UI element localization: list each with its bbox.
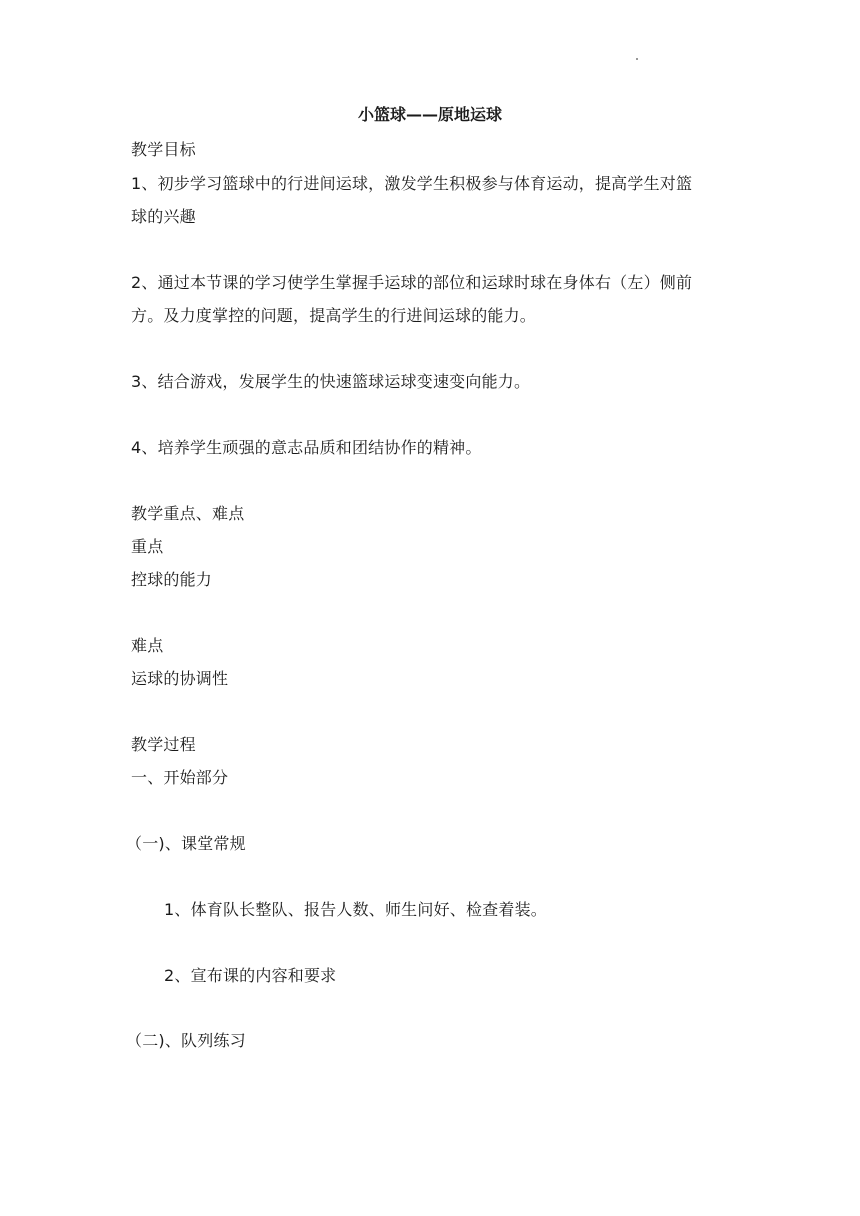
process-heading: 教学过程 [131, 735, 196, 754]
part-one-heading: 一、开始部分 [131, 768, 229, 787]
subsection-one: （一)、课堂常规 [126, 834, 246, 853]
key-points-heading: 教学重点、难点 [131, 504, 245, 523]
objective-3: 3、结合游戏，发展学生的快速篮球运球变速变向能力。 [131, 372, 531, 391]
difficult-point-label: 难点 [131, 636, 164, 655]
objective-2-line-2: 方。及力度掌控的问题，提高学生的行进间运球的能力。 [131, 306, 537, 325]
header-dot [636, 58, 638, 60]
key-point-text: 控球的能力 [131, 570, 213, 589]
document-title: 小篮球——原地运球 [357, 105, 502, 124]
step-two: 2、宣布课的内容和要求 [164, 966, 337, 985]
objective-4: 4、培养学生顽强的意志品质和团结协作的精神。 [131, 438, 482, 457]
key-point-label: 重点 [131, 537, 164, 556]
subsection-two: （二)、队列练习 [126, 1031, 246, 1050]
step-one: 1、体育队长整队、报告人数、师生问好、检查着装。 [164, 900, 547, 919]
difficult-point-text: 运球的协调性 [131, 669, 229, 688]
objectives-heading: 教学目标 [131, 140, 196, 159]
objective-1-line-2: 球的兴趣 [131, 207, 196, 226]
objective-2-line-1: 2、通过本节课的学习使学生掌握手运球的部位和运球时球在身体右（左）侧前 [131, 273, 693, 292]
objective-1-line-1: 1、初步学习篮球中的行进间运球，激发学生积极参与体育运动，提高学生对篮 [131, 174, 693, 193]
